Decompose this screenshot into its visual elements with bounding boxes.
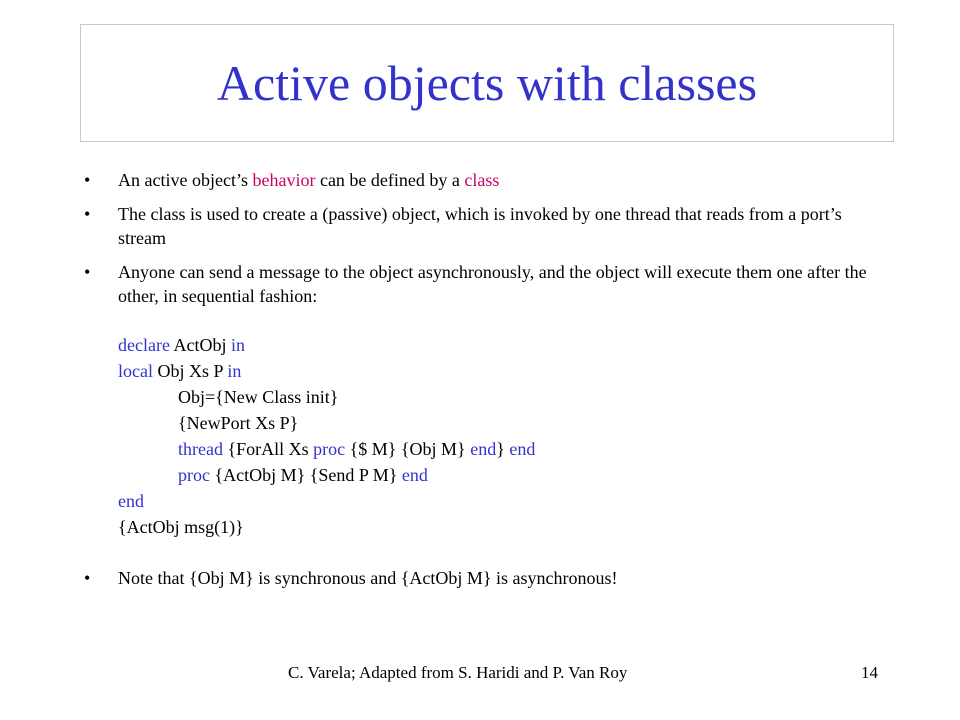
code-keyword: end: [401, 465, 428, 485]
code-keyword: proc: [313, 439, 346, 459]
code-line: [118, 436, 874, 462]
bullet-item-note: [84, 566, 908, 590]
bullet-text: The class is used to create a (passive) object, which is invoked by one thread that reads from a port’s stream: [118, 204, 842, 248]
code-keyword: in: [227, 361, 242, 381]
code-line: [118, 488, 874, 514]
bullet-marker: •: [84, 262, 91, 282]
code-line: [118, 462, 874, 488]
code-text: {ActObj M} {Send P M}: [209, 465, 402, 485]
bullet-text-middle: can be defined by a: [315, 170, 465, 190]
bullet-item: [84, 202, 874, 250]
code-line: [118, 384, 874, 410]
slide-title: Active objects with classes: [216, 55, 758, 111]
code-text: {ActObj msg(1)}: [118, 517, 244, 537]
code-line: [118, 332, 874, 358]
title-box: [80, 24, 894, 142]
bullet-marker: •: [84, 568, 91, 588]
bullet-marker: •: [84, 204, 91, 224]
code-line: [118, 358, 874, 384]
code-keyword: thread: [178, 439, 223, 459]
code-keyword: declare: [118, 335, 170, 355]
code-line: [118, 410, 874, 436]
code-text: Obj Xs P: [152, 361, 228, 381]
highlight-class: class: [464, 170, 500, 190]
code-text: Obj={New Class init}: [178, 387, 339, 407]
code-block: [118, 332, 874, 540]
code-keyword: in: [230, 335, 245, 355]
bullet-item: [84, 260, 874, 540]
code-text: {$ M} {Obj M}: [345, 439, 471, 459]
slide-number: 14: [861, 663, 878, 682]
code-text: {NewPort Xs P}: [178, 413, 299, 433]
code-keyword: end: [470, 439, 497, 459]
bullet-text: Anyone can send a message to the object asynchronously, and the object will execute them one after the other, in sequential fashion:: [118, 262, 867, 306]
code-keyword: end: [509, 439, 536, 459]
code-keyword: proc: [178, 465, 210, 485]
footer-credit: C. Varela; Adapted from S. Haridi and P. Van Roy: [288, 663, 628, 682]
code-text: {ForAll Xs: [222, 439, 314, 459]
bullet-text-prefix: An active object’s: [118, 170, 253, 190]
bullet-text: Note that {Obj M} is synchronous and {ActObj M} is asynchronous!: [118, 568, 618, 588]
code-text: ActObj: [169, 335, 231, 355]
bullet-item: [84, 168, 874, 192]
bullet-list: [84, 168, 874, 550]
code-text: }: [496, 439, 510, 459]
bullet-marker: •: [84, 170, 91, 190]
highlight-behavior: behavior: [252, 170, 316, 190]
code-line: [118, 514, 874, 540]
code-keyword: end: [118, 491, 144, 511]
code-keyword: local: [118, 361, 153, 381]
